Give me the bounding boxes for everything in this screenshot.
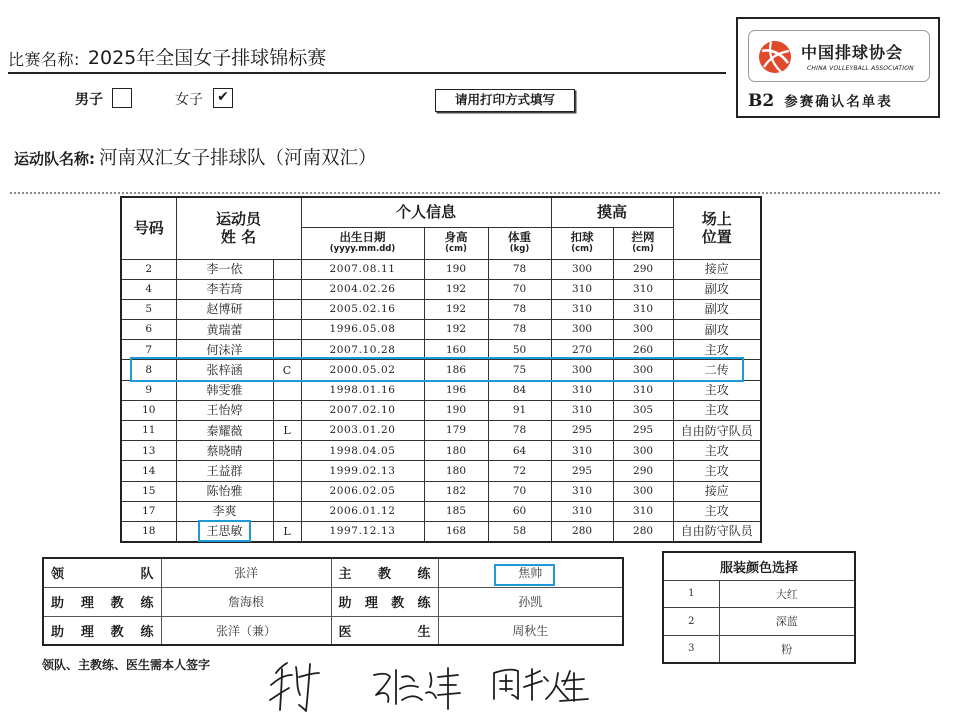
- competition-label: 比赛名称:: [8, 50, 80, 69]
- player-role-flag: C: [273, 360, 301, 380]
- player-number: 18: [121, 521, 176, 541]
- player-role-flag: L: [273, 421, 301, 441]
- player-height: 180: [424, 441, 488, 461]
- assistant-coach-name: 孙凯: [438, 587, 623, 616]
- player-role-flag: [273, 259, 301, 279]
- roster-row: [121, 481, 761, 501]
- form-title: 参赛确认名单表: [784, 94, 893, 110]
- player-position: 主攻: [673, 380, 761, 400]
- player-role-flag: [273, 501, 301, 521]
- header-athlete-name: [176, 197, 301, 259]
- header-position: [673, 197, 761, 259]
- player-block-reach: 310: [613, 380, 673, 400]
- uniform-option-number: 2: [663, 608, 719, 636]
- player-block-reach: 300: [613, 320, 673, 340]
- player-position: 副攻: [673, 320, 761, 340]
- player-name: 王思敏: [176, 521, 273, 541]
- player-name: 王益群: [176, 461, 273, 481]
- player-birth-date: 1996.05.08: [301, 320, 424, 340]
- player-number: 7: [121, 340, 176, 360]
- player-weight: 78: [488, 421, 551, 441]
- player-block-reach: 295: [613, 421, 673, 441]
- header-block-unit: (cm): [632, 244, 654, 254]
- player-weight: 78: [488, 259, 551, 279]
- highlight-box-player-18-name: [198, 520, 251, 542]
- player-number: 6: [121, 320, 176, 340]
- uniform-option-color: 深蓝: [719, 608, 855, 636]
- player-number: 4: [121, 279, 176, 299]
- player-birth-date: 1997.12.13: [301, 521, 424, 541]
- player-weight: 50: [488, 340, 551, 360]
- player-birth-date: 1998.01.16: [301, 380, 424, 400]
- player-name: 赵博研: [176, 299, 273, 319]
- player-weight: 72: [488, 461, 551, 481]
- header-weight-unit: (kg): [509, 244, 530, 254]
- signatures: [262, 655, 592, 715]
- player-weight: 64: [488, 441, 551, 461]
- player-role-flag: [273, 481, 301, 501]
- header-birth-date: 出生日期 (yyyy.mm.dd): [301, 227, 424, 259]
- player-position: 自由防守队员: [673, 521, 761, 541]
- player-name: 何沫洋: [176, 340, 273, 360]
- player-role-flag: [273, 400, 301, 420]
- uniform-option: [663, 635, 855, 663]
- player-height: 196: [424, 380, 488, 400]
- team-line: [14, 144, 377, 170]
- player-spike-reach: 310: [551, 400, 613, 420]
- uniform-color-title: 服装颜色选择: [663, 552, 855, 580]
- player-block-reach: 290: [613, 461, 673, 481]
- assistant-coach-label: 助 理 教 练: [43, 616, 161, 645]
- signature-2: [374, 668, 460, 709]
- player-birth-date: 2007.10.28: [301, 340, 424, 360]
- volleyball-logo-icon: [757, 39, 793, 75]
- player-birth-date: 1998.04.05: [301, 441, 424, 461]
- print-notice: 请用打印方式填写: [435, 89, 575, 112]
- player-height: 185: [424, 501, 488, 521]
- assistant-coach-label: 助 理 教 练: [43, 587, 161, 616]
- roster-row: [121, 501, 761, 521]
- header-block: 拦网 (cm): [613, 227, 673, 259]
- head-coach-label: 主 教 练: [331, 558, 438, 587]
- player-birth-date: 2000.05.02: [301, 360, 424, 380]
- player-number: 9: [121, 380, 176, 400]
- female-label: 女子: [175, 92, 203, 108]
- signature-3: [494, 669, 588, 701]
- player-spike-reach: 300: [551, 360, 613, 380]
- player-spike-reach: 310: [551, 279, 613, 299]
- player-position: 主攻: [673, 340, 761, 360]
- uniform-option-number: 3: [663, 635, 719, 663]
- player-height: 182: [424, 481, 488, 501]
- roster-row: [121, 421, 761, 441]
- team-label: 运动队名称:: [14, 150, 95, 168]
- association-name-en: CHINA VOLLEYBALL ASSOCIATION: [807, 65, 914, 72]
- player-spike-reach: 270: [551, 340, 613, 360]
- player-birth-date: 2005.02.16: [301, 299, 424, 319]
- player-block-reach: 260: [613, 340, 673, 360]
- player-number: 2: [121, 259, 176, 279]
- male-label: 男子: [75, 92, 103, 108]
- check-mark-icon: ✔: [217, 89, 229, 105]
- roster-header-row: [121, 197, 761, 227]
- staff-row: [43, 587, 623, 616]
- header-athlete-line1: 运动员: [216, 210, 262, 229]
- player-name: 黄瑞蕾: [176, 320, 273, 340]
- player-role-flag: [273, 299, 301, 319]
- dotted-separator: [10, 192, 940, 194]
- player-position: 自由防守队员: [673, 421, 761, 441]
- roster-row: [121, 320, 761, 340]
- player-birth-date: 2006.02.05: [301, 481, 424, 501]
- player-block-reach: 290: [613, 259, 673, 279]
- uniform-option: [663, 580, 855, 608]
- head-coach-name: 焦帅: [438, 558, 623, 587]
- player-number: 10: [121, 400, 176, 420]
- player-role-flag: L: [273, 521, 301, 541]
- uniform-color-table: [662, 551, 856, 664]
- doctor-label: 医 生: [331, 616, 438, 645]
- team-leader-name: 张洋: [161, 558, 331, 587]
- player-name: 李爽: [176, 501, 273, 521]
- assistant-coach-name: 张洋（兼）: [161, 616, 331, 645]
- header-birth-date-format: (yyyy.mm.dd): [329, 244, 396, 254]
- player-spike-reach: 310: [551, 441, 613, 461]
- player-height: 190: [424, 400, 488, 420]
- assistant-coach-label: 助 理 教 练: [331, 587, 438, 616]
- player-number: 17: [121, 501, 176, 521]
- player-spike-reach: 295: [551, 461, 613, 481]
- player-block-reach: 310: [613, 299, 673, 319]
- roster-row: [121, 461, 761, 481]
- player-block-reach: 310: [613, 501, 673, 521]
- player-name: 韩雯雅: [176, 380, 273, 400]
- association-logo: [748, 30, 930, 82]
- player-weight: 60: [488, 501, 551, 521]
- roster-row: [121, 259, 761, 279]
- player-role-flag: [273, 279, 301, 299]
- player-block-reach: 300: [613, 360, 673, 380]
- player-height: 190: [424, 259, 488, 279]
- header-athlete-line2: 姓 名: [220, 228, 257, 247]
- header-height-unit: (cm): [445, 244, 467, 254]
- player-weight: 70: [488, 481, 551, 501]
- player-position: 接应: [673, 481, 761, 501]
- player-role-flag: [273, 320, 301, 340]
- player-position: 主攻: [673, 461, 761, 481]
- player-block-reach: 310: [613, 279, 673, 299]
- player-number: 5: [121, 299, 176, 319]
- competition-title: [8, 44, 326, 70]
- assistant-coach-name: 詹海根: [161, 587, 331, 616]
- roster-row: [121, 299, 761, 319]
- signature-note: 领队、主教练、医生需本人签字: [42, 658, 211, 672]
- player-spike-reach: 300: [551, 259, 613, 279]
- roster-row: [121, 400, 761, 420]
- player-name: 秦耀薇: [176, 421, 273, 441]
- player-weight: 78: [488, 299, 551, 319]
- uniform-option: [663, 608, 855, 636]
- uniform-option-color: 粉: [719, 635, 855, 663]
- player-block-reach: 280: [613, 521, 673, 541]
- player-birth-date: 2006.01.12: [301, 501, 424, 521]
- player-position: 副攻: [673, 299, 761, 319]
- player-block-reach: 300: [613, 441, 673, 461]
- player-role-flag: [273, 441, 301, 461]
- player-number: 8: [121, 360, 176, 380]
- team-name: 河南双汇女子排球队（河南双汇）: [99, 148, 377, 169]
- header-weight: 体重 (kg): [488, 227, 551, 259]
- player-spike-reach: 310: [551, 299, 613, 319]
- player-birth-date: 2004.02.26: [301, 279, 424, 299]
- player-birth-date: 2007.08.11: [301, 259, 424, 279]
- competition-name: 2025年全国女子排球锦标赛: [87, 47, 327, 69]
- player-spike-reach: 295: [551, 421, 613, 441]
- player-number: 13: [121, 441, 176, 461]
- player-name: 李若琦: [176, 279, 273, 299]
- player-position: 主攻: [673, 400, 761, 420]
- player-weight: 75: [488, 360, 551, 380]
- header-position-line2: 位置: [701, 228, 732, 247]
- header-personal-info: 个人信息: [301, 197, 551, 227]
- player-name: 王怡婷: [176, 400, 273, 420]
- association-box: [736, 17, 940, 118]
- uniform-option-color: 大红: [719, 580, 855, 608]
- form-heading: [748, 90, 893, 111]
- male-checkbox: [112, 88, 132, 108]
- player-height: 180: [424, 461, 488, 481]
- player-spike-reach: 310: [551, 380, 613, 400]
- player-height: 192: [424, 299, 488, 319]
- player-role-flag: [273, 461, 301, 481]
- player-number: 15: [121, 481, 176, 501]
- signature-1: [270, 663, 319, 711]
- doctor-name: 周秋生: [438, 616, 623, 645]
- player-spike-reach: 310: [551, 501, 613, 521]
- player-name: 陈怡雅: [176, 481, 273, 501]
- player-role-flag: [273, 380, 301, 400]
- player-weight: 78: [488, 320, 551, 340]
- player-name: 李一依: [176, 259, 273, 279]
- player-position: 副攻: [673, 279, 761, 299]
- female-checkbox: [213, 88, 233, 108]
- form-code: B2: [748, 91, 775, 111]
- player-position: 接应: [673, 259, 761, 279]
- player-spike-reach: 310: [551, 481, 613, 501]
- player-birth-date: 1999.02.13: [301, 461, 424, 481]
- player-weight: 84: [488, 380, 551, 400]
- header-spike-unit: (cm): [571, 244, 593, 254]
- player-position: 主攻: [673, 501, 761, 521]
- highlight-box-row-8: [130, 357, 744, 382]
- player-weight: 58: [488, 521, 551, 541]
- header-position-line1: 场上: [701, 210, 732, 229]
- player-height: 192: [424, 279, 488, 299]
- uniform-option-number: 1: [663, 580, 719, 608]
- player-height: 186: [424, 360, 488, 380]
- player-position: 主攻: [673, 441, 761, 461]
- header-reach: 摸高: [551, 197, 673, 227]
- player-number: 11: [121, 421, 176, 441]
- player-name: 蔡晓晴: [176, 441, 273, 461]
- title-underline: [8, 72, 726, 74]
- player-spike-reach: 300: [551, 320, 613, 340]
- player-birth-date: 2007.02.10: [301, 400, 424, 420]
- player-height: 179: [424, 421, 488, 441]
- player-block-reach: 305: [613, 400, 673, 420]
- staff-row: [43, 616, 623, 645]
- player-name: 张梓涵: [176, 360, 273, 380]
- highlight-box-head-coach: [494, 564, 555, 586]
- team-leader-label: 领 队: [43, 558, 161, 587]
- player-weight: 70: [488, 279, 551, 299]
- player-position: 二传: [673, 360, 761, 380]
- player-birth-date: 2003.01.20: [301, 421, 424, 441]
- association-name-cn: 中国排球协会: [801, 43, 904, 62]
- player-block-reach: 300: [613, 481, 673, 501]
- header-height: 身高 (cm): [424, 227, 488, 259]
- player-height: 160: [424, 340, 488, 360]
- player-height: 168: [424, 521, 488, 541]
- player-spike-reach: 280: [551, 521, 613, 541]
- uniform-header-row: [663, 552, 855, 580]
- roster-row: [121, 279, 761, 299]
- roster-row: [121, 441, 761, 461]
- roster-body: [121, 259, 761, 542]
- player-weight: 91: [488, 400, 551, 420]
- roster-row: [121, 380, 761, 400]
- header-spike: 扣球 (cm): [551, 227, 613, 259]
- header-number: 号码: [121, 197, 176, 259]
- player-height: 192: [424, 320, 488, 340]
- player-number: 14: [121, 461, 176, 481]
